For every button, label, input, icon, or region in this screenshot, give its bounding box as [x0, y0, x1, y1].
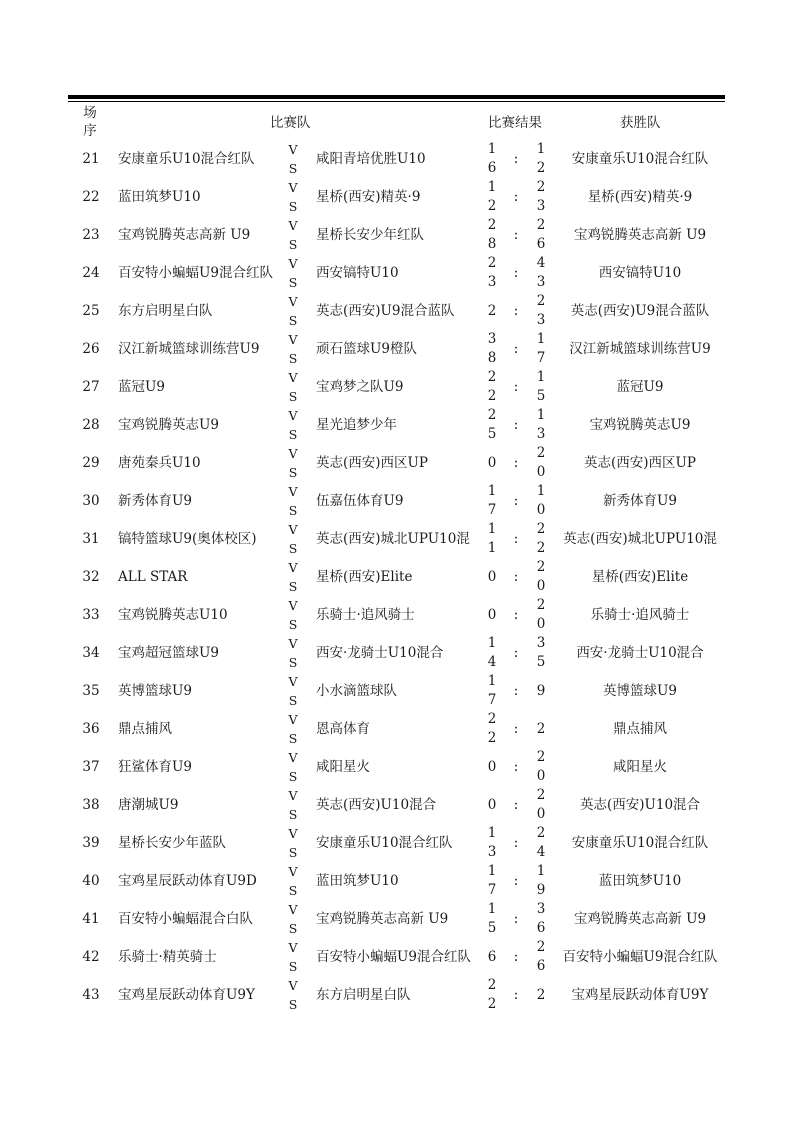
- score-b: 2: [536, 720, 546, 737]
- score-b: 2 0: [536, 787, 546, 822]
- header-teams-label: 比赛队: [270, 115, 311, 131]
- score-a: 2 3: [487, 255, 497, 290]
- vs-marker: V S: [288, 598, 298, 632]
- table-row: [0, 596, 794, 634]
- score-a: 1 4: [487, 635, 497, 670]
- match-number: 21: [82, 151, 100, 167]
- team-b: 安康童乐U10混合红队: [316, 834, 453, 851]
- match-number: 36: [82, 721, 100, 737]
- winner-team: 英志(西安)U9混合蓝队: [570, 302, 710, 319]
- vs-marker: V S: [288, 522, 298, 556]
- team-b: 英志(西安)城北UPU10混: [316, 530, 470, 547]
- score-a: 1 7: [487, 863, 497, 898]
- team-a: 唐苑秦兵U10: [118, 454, 201, 471]
- winner-team: 蓝田筑梦U10: [598, 872, 682, 889]
- score-a: 2 2: [487, 369, 497, 404]
- score-separator: :: [513, 835, 519, 851]
- table-row: [0, 178, 794, 216]
- score-separator: :: [513, 455, 519, 471]
- score-b: 1 3: [536, 407, 546, 442]
- header-rule-thin: [68, 101, 725, 102]
- match-number: 37: [82, 759, 100, 775]
- winner-team: 咸阳星火: [613, 758, 667, 775]
- match-number: 39: [82, 835, 100, 851]
- match-number: 34: [82, 645, 100, 661]
- team-a: 蓝冠U9: [118, 378, 165, 395]
- vs-marker: V S: [288, 750, 298, 784]
- score-b: 2 0: [536, 597, 546, 632]
- score-a: 0: [487, 454, 497, 471]
- score-b: 1 9: [536, 863, 546, 898]
- score-separator: :: [513, 645, 519, 661]
- score-separator: :: [513, 683, 519, 699]
- vs-marker: V S: [288, 446, 298, 480]
- score-a: 1 7: [487, 673, 497, 708]
- winner-team: 英博篮球U9: [603, 682, 677, 699]
- score-a: 2 8: [487, 217, 497, 252]
- team-b: 蓝田筑梦U10: [316, 872, 399, 889]
- team-b: 星桥(西安)精英·9: [316, 188, 421, 205]
- match-number: 24: [82, 265, 100, 281]
- match-number: 28: [82, 417, 100, 433]
- winner-team: 鼎点捕风: [613, 720, 667, 737]
- score-b: 2 6: [536, 939, 546, 974]
- vs-marker: V S: [288, 826, 298, 860]
- score-separator: :: [513, 493, 519, 509]
- team-b: 星桥(西安)Elite: [316, 568, 413, 585]
- winner-team: 星桥(西安)精英·9: [587, 188, 693, 205]
- match-number: 40: [82, 873, 100, 889]
- vs-marker: V S: [288, 674, 298, 708]
- score-b: 2: [536, 986, 546, 1003]
- table-row: [0, 444, 794, 482]
- score-b: 1 0: [536, 483, 546, 518]
- team-a: 乐骑士·精英骑士: [118, 948, 217, 965]
- score-separator: :: [513, 151, 519, 167]
- match-number: 32: [82, 569, 100, 585]
- score-a: 1 6: [487, 141, 497, 176]
- match-number: 35: [82, 683, 100, 699]
- team-b: 星桥长安少年红队: [316, 226, 424, 243]
- winner-team: 英志(西安)西区UP: [584, 454, 696, 471]
- vs-marker: V S: [288, 256, 298, 290]
- score-separator: :: [513, 569, 519, 585]
- match-number: 30: [82, 493, 100, 509]
- table-row: [0, 558, 794, 596]
- score-a: 2 2: [487, 711, 497, 746]
- team-a: 新秀体育U9: [118, 492, 192, 509]
- header-index-label: 场 序: [83, 105, 97, 139]
- match-number: 29: [82, 455, 100, 471]
- team-b: 英志(西安)U10混合: [316, 796, 437, 813]
- team-a: 鼎点捕风: [118, 720, 172, 737]
- team-b: 小水滴篮球队: [316, 682, 397, 699]
- winner-team: 宝鸡星辰跃动体育U9Y: [571, 986, 709, 1003]
- team-a: 百安特小蝙蝠U9混合红队: [118, 264, 273, 281]
- score-a: 1 5: [487, 901, 497, 936]
- team-b: 宝鸡梦之队U9: [316, 378, 404, 395]
- team-a: 百安特小蝙蝠混合白队: [118, 910, 253, 927]
- team-a: 唐潮城U9: [118, 796, 179, 813]
- team-b: 西安镐特U10: [316, 264, 399, 281]
- team-b: 咸阳青培优胜U10: [316, 150, 426, 167]
- team-b: 伍嘉伍体育U9: [316, 492, 404, 509]
- score-b: 2 0: [536, 445, 546, 480]
- vs-marker: V S: [288, 636, 298, 670]
- winner-team: 安康童乐U10混合红队: [571, 150, 709, 167]
- team-a: 星桥长安少年蓝队: [118, 834, 226, 851]
- winner-team: 宝鸡锐腾英志U9: [589, 416, 691, 433]
- team-a: 狂鲨体育U9: [118, 758, 192, 775]
- winner-team: 乐骑士·追风骑士: [590, 606, 690, 623]
- score-a: 1 7: [487, 483, 497, 518]
- table-row: [0, 824, 794, 862]
- score-separator: :: [513, 759, 519, 775]
- score-separator: :: [513, 341, 519, 357]
- score-a: 2 5: [487, 407, 497, 442]
- header-winner-label: 获胜队: [620, 115, 661, 131]
- vs-marker: V S: [288, 560, 298, 594]
- table-row: [0, 482, 794, 520]
- score-b: 2 2: [536, 521, 546, 556]
- score-b: 3 5: [536, 635, 546, 670]
- winner-team: 新秀体育U9: [603, 492, 677, 509]
- score-a: 0: [487, 758, 497, 775]
- header-result-label: 比赛结果: [488, 115, 542, 131]
- match-number: 25: [82, 303, 100, 319]
- winner-team: 英志(西安)U10混合: [579, 796, 701, 813]
- team-b: 英志(西安)U9混合蓝队: [316, 302, 455, 319]
- header-rule-thick: [68, 95, 725, 99]
- match-number: 31: [82, 531, 100, 547]
- vs-marker: V S: [288, 180, 298, 214]
- winner-team: 星桥(西安)Elite: [591, 568, 689, 585]
- table-row: [0, 900, 794, 938]
- match-number: 43: [82, 987, 100, 1003]
- winner-team: 安康童乐U10混合红队: [571, 834, 709, 851]
- score-separator: :: [513, 987, 519, 1003]
- vs-marker: V S: [288, 294, 298, 328]
- table-row: [0, 330, 794, 368]
- team-b: 英志(西安)西区UP: [316, 454, 428, 471]
- team-b: 百安特小蝙蝠U9混合红队: [316, 948, 471, 965]
- table-row: [0, 292, 794, 330]
- table-row: [0, 748, 794, 786]
- vs-marker: V S: [288, 902, 298, 936]
- match-number: 23: [82, 227, 100, 243]
- vs-marker: V S: [288, 332, 298, 366]
- match-number: 42: [82, 949, 100, 965]
- vs-marker: V S: [288, 940, 298, 974]
- score-separator: :: [513, 265, 519, 281]
- team-a: ALL STAR: [118, 568, 188, 585]
- winner-team: 西安镐特U10: [598, 264, 682, 281]
- score-a: 3 8: [487, 331, 497, 366]
- score-b: 4 3: [536, 255, 546, 290]
- winner-team: 宝鸡锐腾英志高新 U9: [573, 910, 707, 927]
- winner-team: 西安·龙骑士U10混合: [576, 644, 704, 661]
- score-separator: :: [513, 607, 519, 623]
- team-b: 恩高体育: [316, 720, 370, 737]
- score-b: 1 5: [536, 369, 546, 404]
- score-b: 2 3: [536, 179, 546, 214]
- vs-marker: V S: [288, 712, 298, 746]
- score-b: 2 6: [536, 217, 546, 252]
- vs-marker: V S: [288, 408, 298, 442]
- team-b: 咸阳星火: [316, 758, 370, 775]
- vs-marker: V S: [288, 788, 298, 822]
- vs-marker: V S: [288, 218, 298, 252]
- team-a: 宝鸡星辰跃动体育U9D: [118, 872, 257, 889]
- score-b: 2 4: [536, 825, 546, 860]
- team-b: 宝鸡锐腾英志高新 U9: [316, 910, 449, 927]
- match-number: 33: [82, 607, 100, 623]
- team-a: 宝鸡锐腾英志U10: [118, 606, 228, 623]
- match-number: 38: [82, 797, 100, 813]
- score-separator: :: [513, 189, 519, 205]
- winner-team: 蓝冠U9: [616, 378, 664, 395]
- score-b: 1 2: [536, 141, 546, 176]
- score-a: 2: [487, 302, 497, 319]
- vs-marker: V S: [288, 370, 298, 404]
- score-separator: :: [513, 379, 519, 395]
- score-b: 3 6: [536, 901, 546, 936]
- score-b: 2 0: [536, 749, 546, 784]
- match-number: 41: [82, 911, 100, 927]
- table-row: [0, 976, 794, 1014]
- score-a: 1 3: [487, 825, 497, 860]
- team-a: 英博篮球U9: [118, 682, 192, 699]
- score-a: 0: [487, 796, 497, 813]
- score-separator: :: [513, 531, 519, 547]
- score-b: 1 7: [536, 331, 546, 366]
- table-row: [0, 406, 794, 444]
- team-b: 乐骑士·追风骑士: [316, 606, 415, 623]
- team-a: 宝鸡星辰跃动体育U9Y: [118, 986, 255, 1003]
- team-b: 顽石篮球U9橙队: [316, 340, 417, 357]
- score-separator: :: [513, 911, 519, 927]
- winner-team: 英志(西安)城北UPU10混: [563, 530, 717, 547]
- score-separator: :: [513, 417, 519, 433]
- vs-marker: V S: [288, 864, 298, 898]
- table-row: [0, 862, 794, 900]
- vs-marker: V S: [288, 484, 298, 518]
- score-a: 1 1: [487, 521, 497, 556]
- table-row: [0, 786, 794, 824]
- team-a: 镐特篮球U9(奥体校区): [118, 530, 257, 547]
- team-a: 蓝田筑梦U10: [118, 188, 201, 205]
- score-separator: :: [513, 227, 519, 243]
- score-a: 0: [487, 606, 497, 623]
- vs-marker: V S: [288, 142, 298, 176]
- score-b: 2 0: [536, 559, 546, 594]
- table-row: [0, 634, 794, 672]
- team-a: 安康童乐U10混合红队: [118, 150, 255, 167]
- team-a: 宝鸡超冠篮球U9: [118, 644, 219, 661]
- winner-team: 宝鸡锐腾英志高新 U9: [573, 226, 707, 243]
- team-a: 东方启明星白队: [118, 302, 213, 319]
- score-separator: :: [513, 949, 519, 965]
- score-separator: :: [513, 303, 519, 319]
- table-row: [0, 710, 794, 748]
- score-a: 1 2: [487, 179, 497, 214]
- score-b: 2 3: [536, 293, 546, 328]
- score-a: 0: [487, 568, 497, 585]
- score-a: 2 2: [487, 977, 497, 1012]
- score-b: 9: [536, 682, 546, 699]
- team-a: 宝鸡锐腾英志高新 U9: [118, 226, 251, 243]
- team-a: 汉江新城篮球训练营U9: [118, 340, 260, 357]
- score-separator: :: [513, 721, 519, 737]
- table-row: [0, 140, 794, 178]
- table-row: [0, 938, 794, 976]
- table-row: [0, 368, 794, 406]
- score-separator: :: [513, 873, 519, 889]
- team-b: 星光追梦少年: [316, 416, 397, 433]
- match-number: 26: [82, 341, 100, 357]
- team-b: 东方启明星白队: [316, 986, 411, 1003]
- score-a: 6: [487, 948, 497, 965]
- table-row: [0, 216, 794, 254]
- winner-team: 百安特小蝙蝠U9混合红队: [562, 948, 718, 965]
- team-a: 宝鸡锐腾英志U9: [118, 416, 219, 433]
- table-row: [0, 672, 794, 710]
- table-row: [0, 520, 794, 558]
- match-number: 22: [82, 189, 100, 205]
- table-row: [0, 254, 794, 292]
- score-separator: :: [513, 797, 519, 813]
- vs-marker: V S: [288, 978, 298, 1012]
- team-b: 西安·龙骑士U10混合: [316, 644, 444, 661]
- winner-team: 汉江新城篮球训练营U9: [569, 340, 711, 357]
- match-number: 27: [82, 379, 100, 395]
